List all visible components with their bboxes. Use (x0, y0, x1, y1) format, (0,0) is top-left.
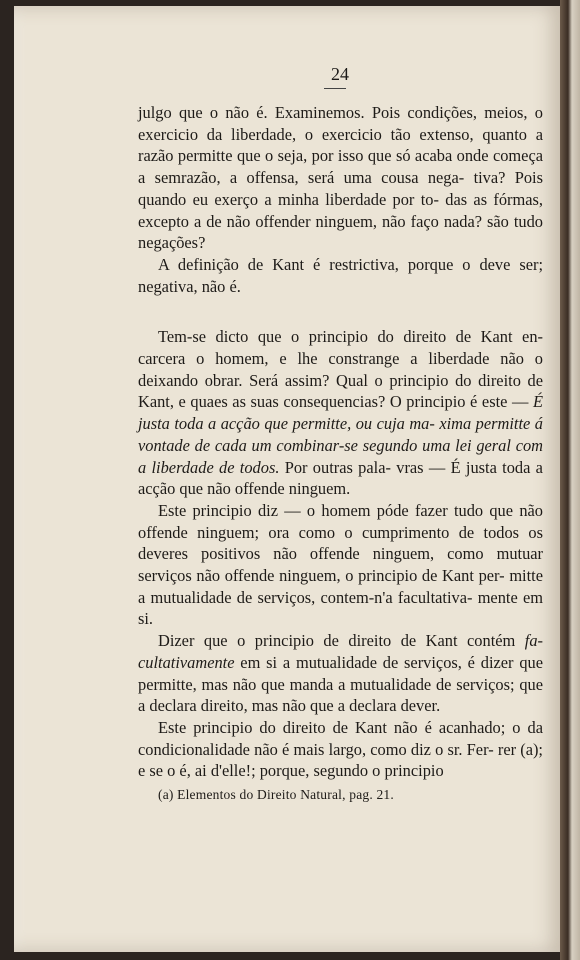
text-line: carcera o homem, e lhe constrange a liberdade não o (138, 349, 543, 369)
paragraph-3 (138, 326, 543, 500)
page-number-rule (324, 88, 346, 89)
text-line: Por outras pala- (279, 457, 391, 477)
text-line: de Kant, e quaes as suas consequencias? O principio é (138, 370, 543, 412)
text-line: vras — É justa toda a acção que não offende ninguem. (138, 457, 543, 499)
text-line: negativa, não é. (138, 276, 241, 296)
paragraph-1 (138, 102, 543, 254)
text-line: mente em si. (138, 587, 543, 629)
kant-principle-italic: xima permitte á vontade de cada um combinar-se segundo (138, 414, 543, 455)
text-line: julgo que o não é. Examinemos. Pois condições, meios, (138, 103, 528, 122)
text-line: serviços; que a declara direito, mas não que a declara (138, 674, 543, 716)
facultativamente-italic: cultativamente (138, 652, 235, 672)
text-line: da condicionalidade não é mais largo, como diz o sr. Fer- (138, 717, 543, 759)
text-line: não offende ninguem; ora como o cumprimento de todos (138, 500, 543, 542)
page-number: 24 (331, 64, 349, 84)
text-line: a razão permitte que o seja, por isso que só acaba onde (138, 124, 543, 166)
body-text (138, 102, 543, 804)
text-line: que permitte, mas não que manda a mutualidade de (138, 652, 543, 694)
kant-principle-italic: uma lei geral com a liberdade de todos. (138, 435, 543, 477)
paragraph-2 (138, 254, 543, 297)
text-line: Tem-se dicto que o principio do direito de Kant en- (158, 327, 543, 347)
kant-principle-italic: É justa toda a acção que permitte, ou cuja ma- (138, 392, 543, 434)
text-line: rer (a); e se o é, ai d'elle!; porque, segundo o principio (138, 739, 543, 781)
footnote: (a) Elementos do Direito Natural, pag. 21. (158, 787, 394, 803)
text-line: deixando obrar. Será assim? Qual o principio do direito (138, 370, 521, 390)
text-line: Dizer que o principio de direito de Kant contém (158, 631, 525, 651)
text-line: começa a semrazão, a offensa, será uma cousa nega- (138, 146, 543, 188)
text-line: em si a mutualidade de serviços, é dizer (234, 652, 514, 672)
paragraph-6 (138, 717, 543, 782)
text-line: Este principio do direito de Kant não é acanhado; o (158, 717, 521, 737)
paragraph-gap (138, 297, 543, 326)
text-line: serviços não offende ninguem, o principio de Kant per- (138, 566, 505, 586)
text-line: o exercicio da liberdade, o exercicio tão extenso, quanto (138, 103, 543, 144)
text-line: este — (481, 392, 533, 412)
text-line: das as fórmas, excepto a de não offender ninguem, não (138, 189, 544, 231)
text-line: os deveres positivos não offende ninguem, como mutuar (138, 522, 543, 564)
facultativamente-italic: fa- (524, 631, 543, 651)
text-line: mitte a mutualidade de serviços, contem-n'a facultativa- (138, 566, 543, 607)
paragraph-5 (138, 630, 543, 717)
text-line: Este principio diz — o homem póde fazer tudo que (158, 500, 514, 520)
book-spine (560, 0, 580, 960)
text-line: faço nada? são tudo negações? (138, 211, 543, 253)
text-line: A definição de Kant é restrictiva, porque o deve ser; (158, 254, 543, 274)
text-line: tiva? Pois quando eu exerço a minha liberdade por to- (138, 168, 543, 209)
paragraph-4 (138, 500, 543, 630)
text-line: dever. (400, 696, 441, 716)
